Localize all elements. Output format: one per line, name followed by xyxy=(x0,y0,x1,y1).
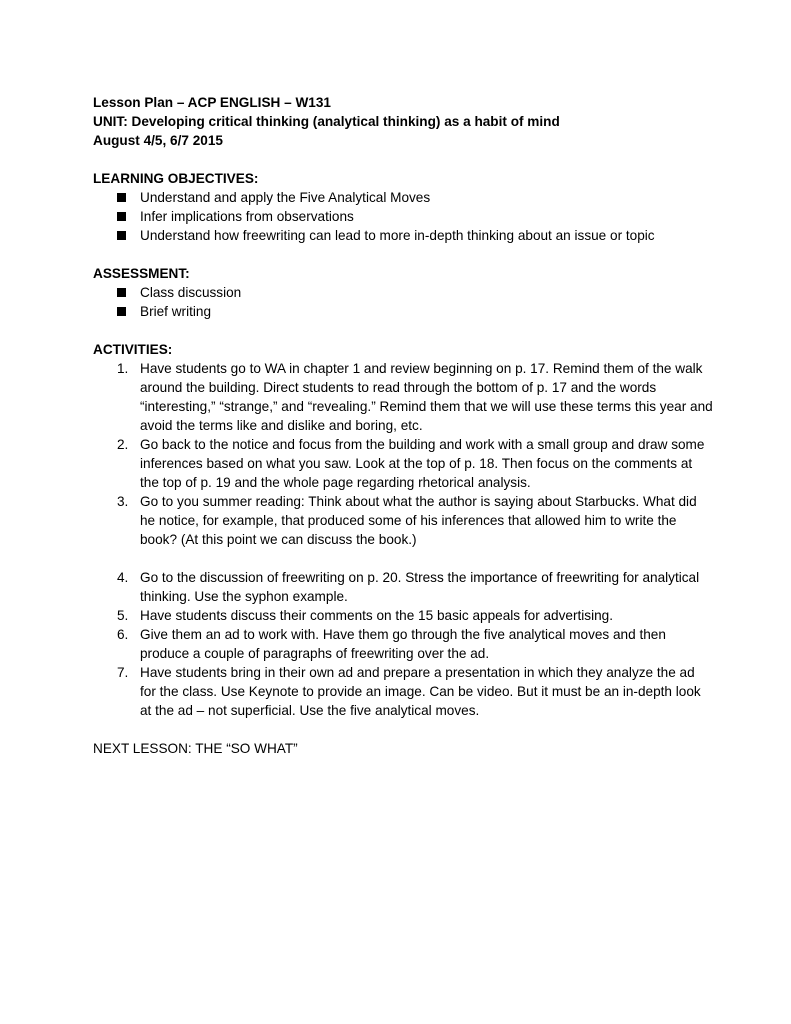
activity-text: Have students bring in their own ad and prepare a presentation in which they analyze the ad for the class. Use Keynote to provide an image. Can be video. But it must be an in-depth look at the ad – not superficial. Use the five analytical moves. xyxy=(140,665,701,718)
item-number: 5. xyxy=(117,608,129,623)
item-number: 2. xyxy=(117,437,129,452)
list-item xyxy=(93,606,713,625)
objectives-heading: LEARNING OBJECTIVES: xyxy=(93,171,259,186)
objectives-list xyxy=(93,188,713,245)
assessment-text: Class discussion xyxy=(140,285,242,300)
list-item xyxy=(93,283,713,302)
assessment-list xyxy=(93,283,713,321)
activity-text: Go back to the notice and focus from the building and work with a small group and draw some inferences based on what you saw. Look at the top of p. 18. Then focus on the comments at the top of p. 19 and the whole page regarding rhetorical analysis. xyxy=(140,437,705,490)
objective-text: Infer implications from observations xyxy=(140,209,354,224)
next-lesson-note: NEXT LESSON: THE “SO WHAT” xyxy=(93,741,298,756)
activity-text: Give them an ad to work with. Have them go through the five analytical moves and then produce a couple of paragraphs of freewriting over the ad. xyxy=(140,627,666,661)
objective-text: Understand how freewriting can lead to more in-depth thinking about an issue or topic xyxy=(140,228,655,243)
objective-text: Understand and apply the Five Analytical Moves xyxy=(140,190,431,205)
activities-heading: ACTIVITIES: xyxy=(93,342,173,357)
item-number: 1. xyxy=(117,361,129,376)
document-page xyxy=(93,93,713,772)
square-bullet-icon xyxy=(117,307,126,316)
item-number: 6. xyxy=(117,627,129,642)
list-item xyxy=(93,663,713,720)
square-bullet-icon xyxy=(117,288,126,297)
activity-text: Go to the discussion of freewriting on p. 20. Stress the importance of freewriting for analytical thinking. Use the syphon example. xyxy=(140,570,700,604)
activity-text: Have students discuss their comments on the 15 basic appeals for advertising. xyxy=(140,608,614,623)
lesson-plan-title: Lesson Plan – ACP ENGLISH – W131 xyxy=(93,95,331,110)
list-item xyxy=(93,568,713,606)
square-bullet-icon xyxy=(117,231,126,240)
square-bullet-icon xyxy=(117,212,126,221)
item-number: 7. xyxy=(117,665,129,680)
list-item xyxy=(93,435,713,492)
unit-title: UNIT: Developing critical thinking (analytical thinking) as a habit of mind xyxy=(93,114,560,129)
lesson-date: August 4/5, 6/7 2015 xyxy=(93,133,223,148)
activity-text: Have students go to WA in chapter 1 and review beginning on p. 17. Remind them of the walk around the building. Direct students to read through the bottom of p. 17 and the words “interesting,” “strange,” and “revealing.” Remind them that we will use these terms this year and avoid the terms like and dislike and boring, etc. xyxy=(140,361,713,433)
list-item xyxy=(93,226,713,245)
item-number: 4. xyxy=(117,570,129,585)
activities-list xyxy=(93,359,713,720)
list-item xyxy=(93,188,713,207)
list-item xyxy=(93,207,713,226)
list-item xyxy=(93,302,713,321)
list-item xyxy=(93,492,713,549)
item-number: 3. xyxy=(117,494,129,509)
list-item xyxy=(93,359,713,435)
square-bullet-icon xyxy=(117,193,126,202)
list-item xyxy=(93,625,713,663)
assessment-heading: ASSESSMENT: xyxy=(93,266,190,281)
assessment-text: Brief writing xyxy=(140,304,212,319)
activity-text: Go to you summer reading: Think about what the author is saying about Starbucks. What did he notice, for example, that produced some of his inferences that allowed him to write the book? (At this point we can discuss the book.) xyxy=(140,494,697,547)
